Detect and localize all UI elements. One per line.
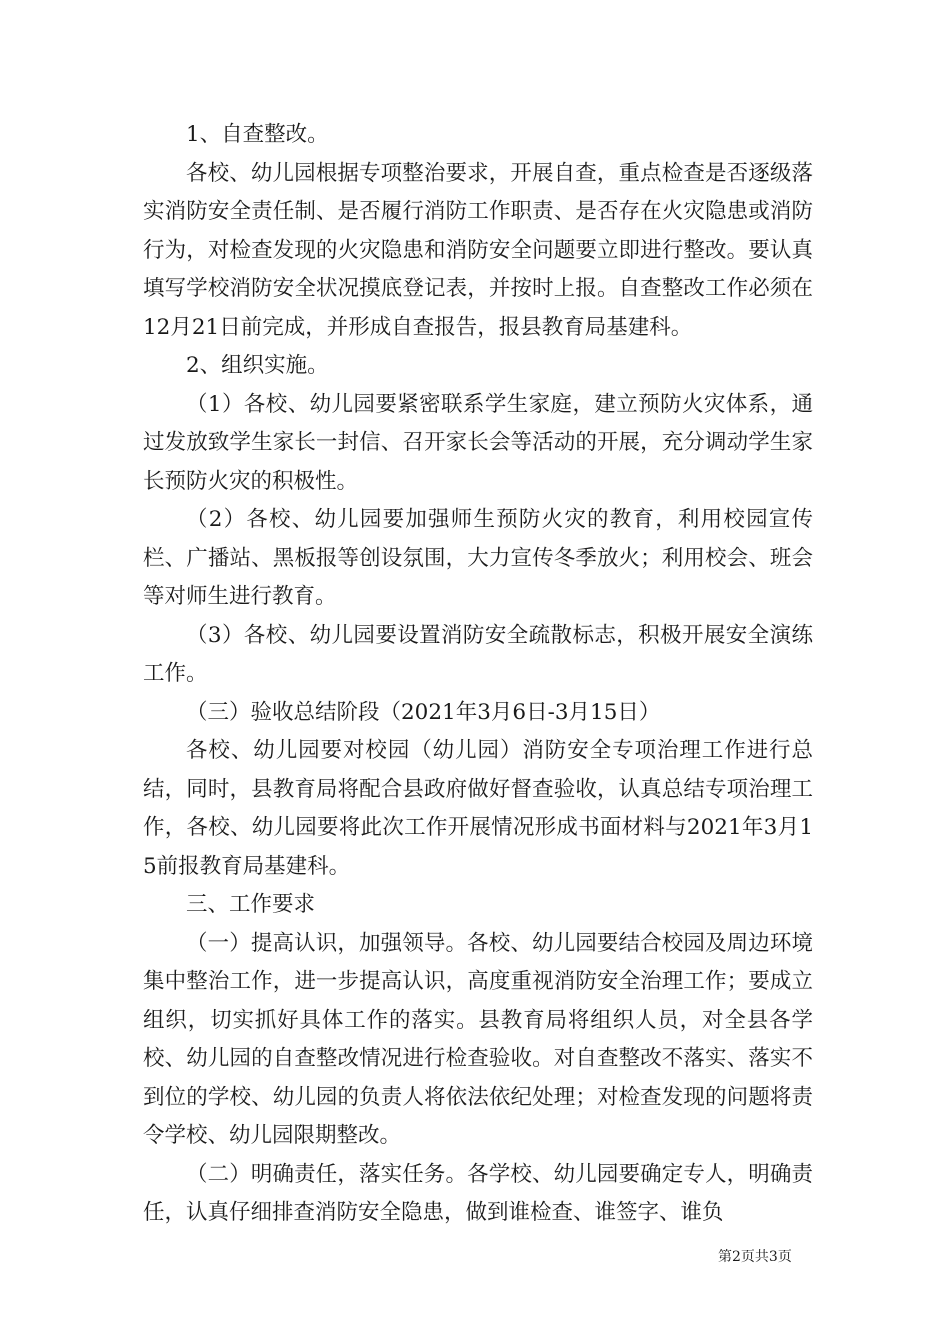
paragraph-implementation-item-1: （1）各校、幼儿园要紧密联系学生家庭，建立预防火灾体系，通过发放致学生家长一封信、召开家长会等活动的开展，充分调动学生家长预防火灾的积极性。 [143, 391, 813, 494]
paragraph-implementation-item-2: （2）各校、幼儿园要加强师生预防火灾的教育，利用校园宣传栏、广播站、黑板报等创设氛围，大力宣传冬季放火；利用校会、班会等对师生进行教育。 [143, 507, 813, 609]
page-number-footer: 第2页共3页 [718, 1249, 792, 1265]
paragraph-work-requirements-heading: 三、工作要求 [186, 892, 316, 917]
paragraph-requirement-2: （二）明确责任，落实任务。各学校、幼儿园要确定专人，明确责任，认真仔细排查消防安全隐患，做到谁检查、谁签字、谁负 [143, 1161, 813, 1225]
paragraph-requirement-1: （一）提高认识，加强领导。各校、幼儿园要结合校园及周边环境集中整治工作，进一步提高认识，高度重视消防安全治理工作；要成立组织，切实抓好具体工作的落实。县教育局将组织人员，对全县各学校、幼儿园的自查整改情况进行检查验收。对自查整改不落实、落实不到位的学校、幼儿园的负责人将依法依纪处理；对检查发现的问题将责令学校、幼儿园限期整改。 [143, 930, 813, 1148]
paragraph-implementation-heading: 2、组织实施。 [186, 353, 329, 378]
paragraph-implementation-item-3: （3）各校、幼儿园要设置消防安全疏散标志，积极开展安全演练工作。 [143, 622, 813, 686]
paragraph-self-check-heading: 1、自查整改。 [186, 122, 329, 147]
paragraph-acceptance-stage-heading: （三）验收总结阶段（2021年3月6日-3月15日） [186, 699, 661, 725]
document-body [143, 116, 813, 1233]
paragraph-acceptance-stage-body: 各校、幼儿园要对校园（幼儿园）消防安全专项治理工作进行总结，同时，县教育局将配合县政府做好督查验收，认真总结专项治理工作，各校、幼儿园要将此次工作开展情况形成书面材料与2021年3月15前报教育局基建科。 [143, 738, 813, 879]
paragraph-self-check-body: 各校、幼儿园根据专项整治要求，开展自查，重点检查是否逐级落实消防安全责任制、是否履行消防工作职责、是否存在火灾隐患或消防行为，对检查发现的火灾隐患和消防安全问题要立即进行整改。要认真填写学校消防安全状况摸底登记表，并按时上报。自查整改工作必须在12月21日前完成，并形成自查报告，报县教育局基建科。 [143, 160, 813, 340]
